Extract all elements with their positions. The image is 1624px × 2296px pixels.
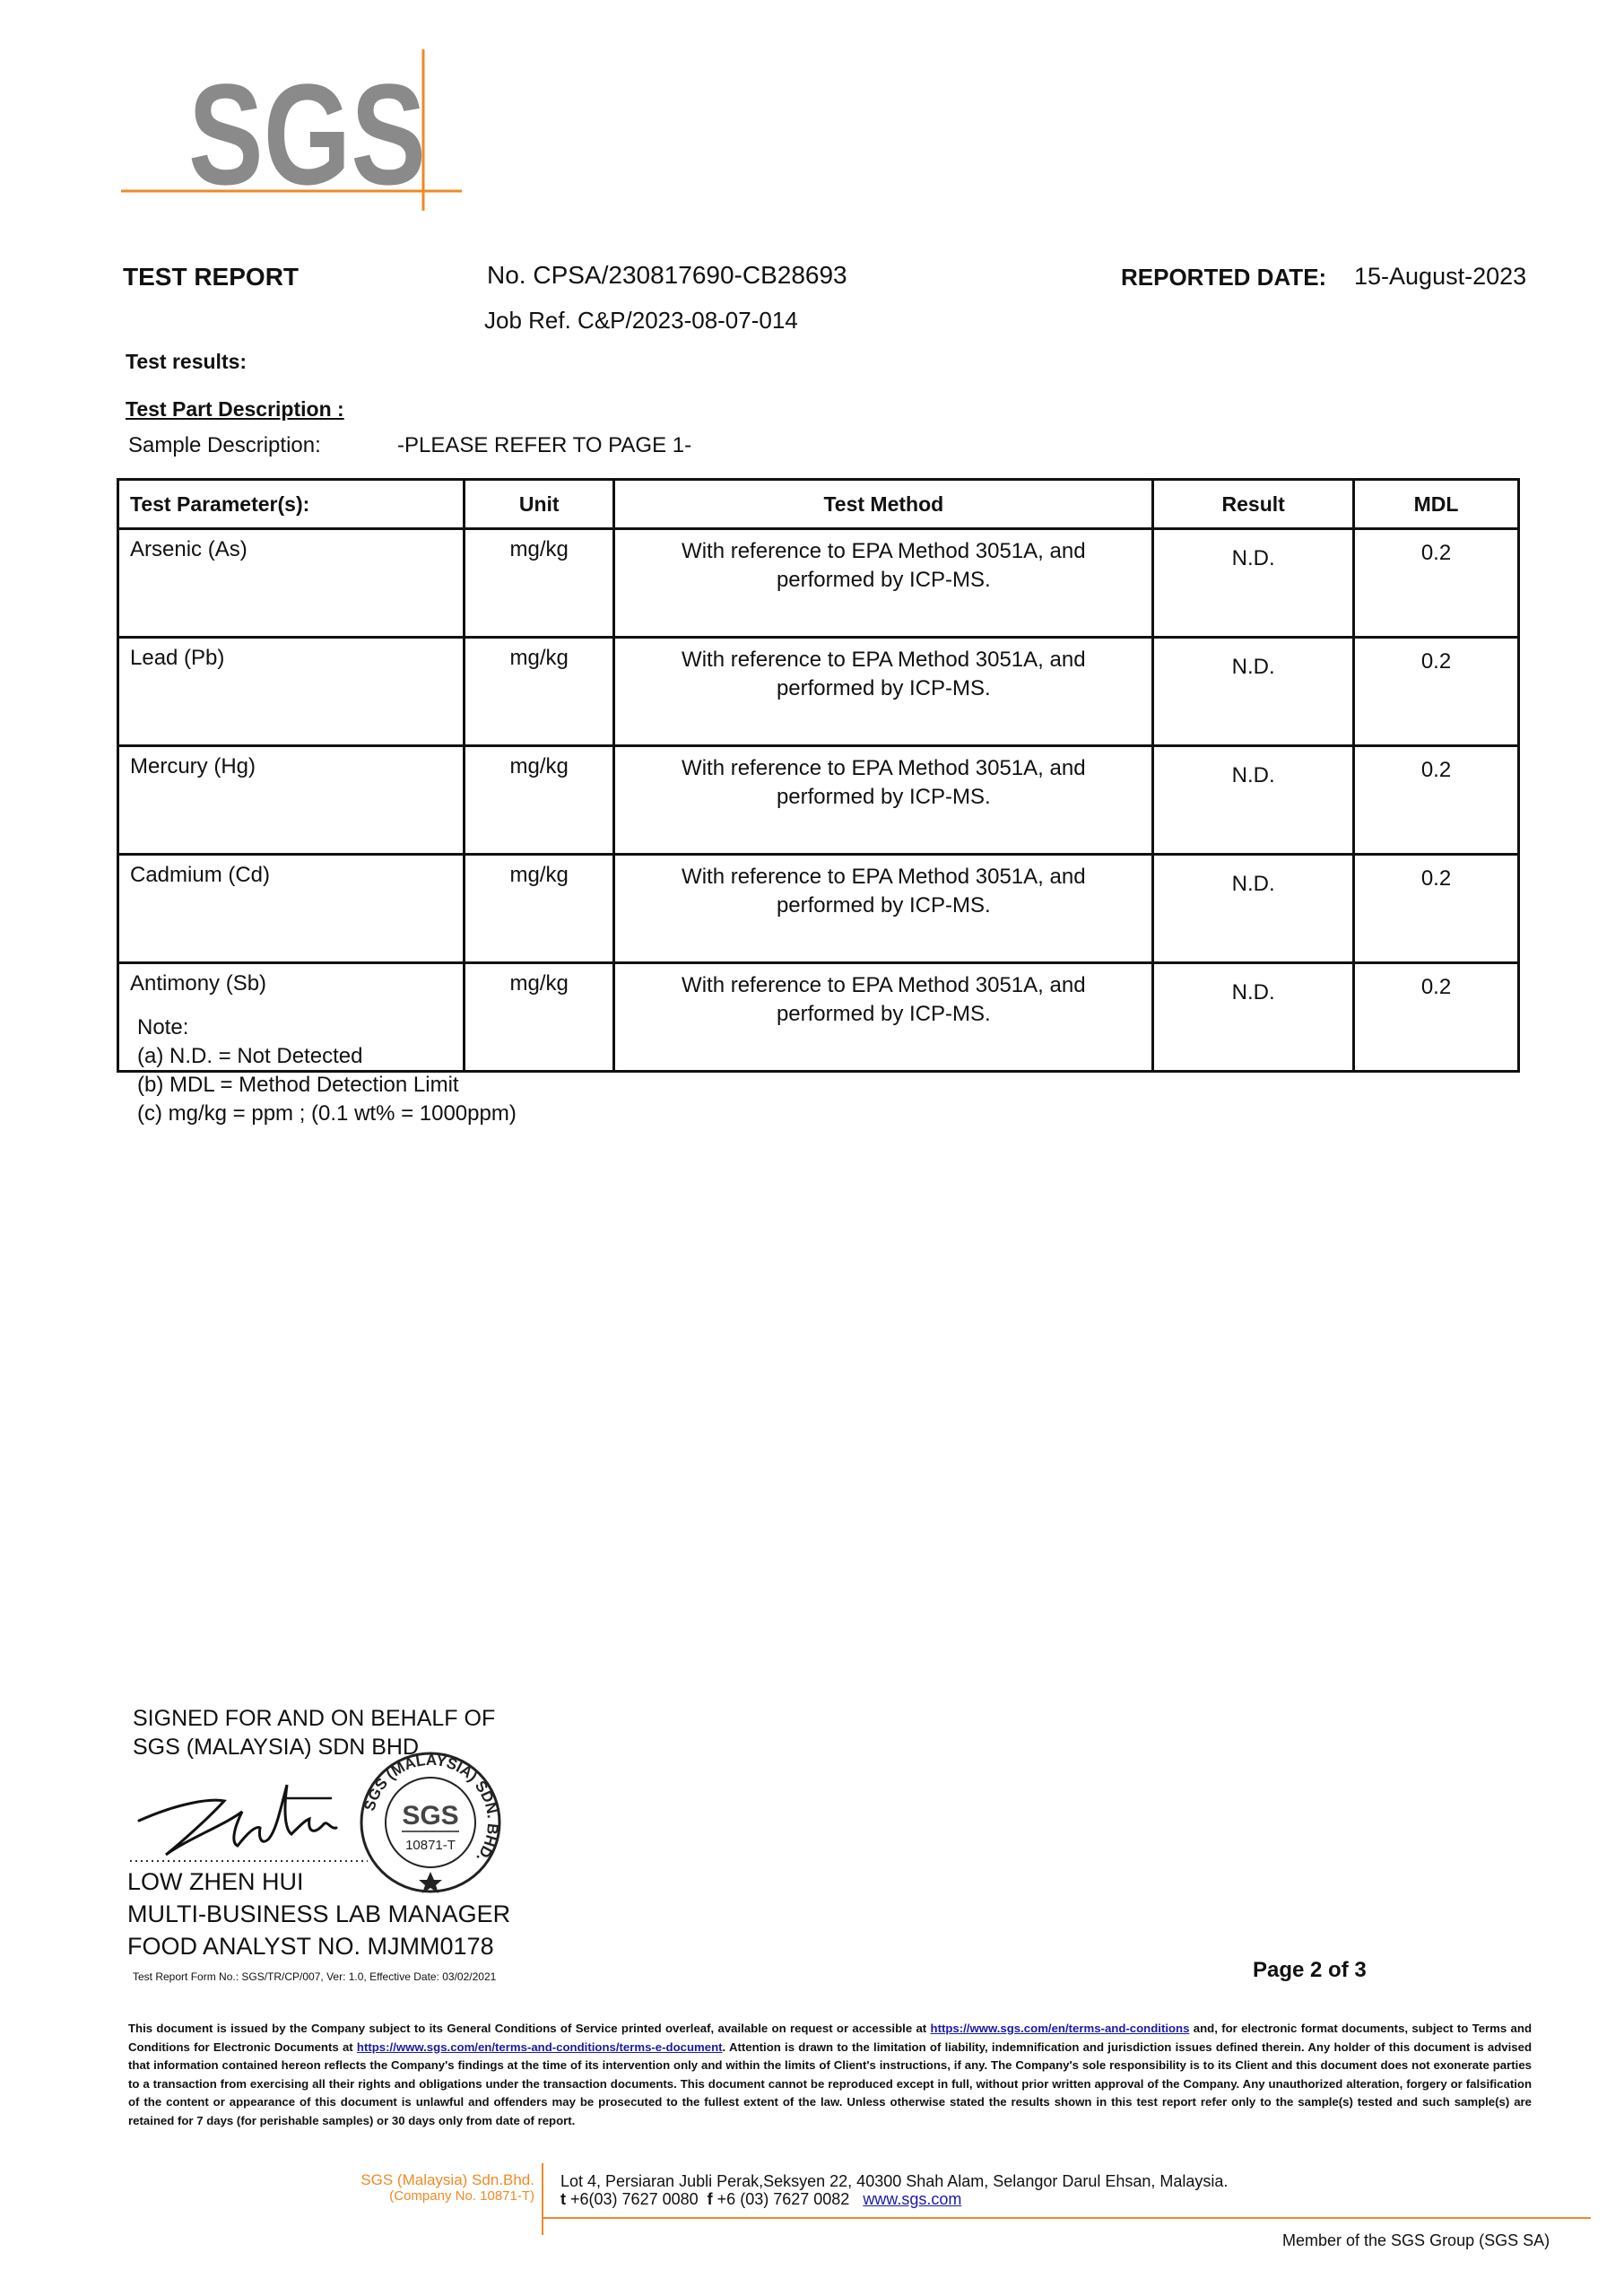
row-parameter: Lead (Pb) [118,638,465,746]
signatory-position: MULTI-BUSINESS LAB MANAGER [127,1900,511,1927]
header-result: Result [1153,480,1354,529]
row-parameter: Cadmium (Cd) [118,855,465,963]
legal-part-2: and, for electronic format documents, subject to Terms and Conditions for Electronic Documents at [128,2022,1532,2054]
row-result: N.D. [1153,746,1354,855]
row-unit: mg/kg [465,529,614,638]
method-line-1: With reference to EPA Method 3051A, and [682,973,1086,997]
legal-part-3: . Attention is drawn to the limitation of liability, indemnification and jurisdiction issues defined therein. Any holder of this document is advised that information contained hereon reflects the Company's findings at the time of its intervention only and within the limits of Client's instructions, if any. The Company's sole responsibility is to its Client and this document does not exonerate parties to a transaction from exercising all their rights and obligations under the transaction documents. This document cannot be reproduced except in full, without prior written approval of the Company. Any unauthorized alteration, forgery or falsification of the content or appearance of this document is unlawful and offenders may be prosecuted to the fullest extent of the law. Unless otherwise stated the results shown in this test report refer only to the sample(s) tested and such sample(s) are retained for 7 days (for perishable samples) or 30 days only from date of report. [128,2039,1532,2127]
row-unit: mg/kg [465,746,614,855]
footer-member: Member of the SGS Group (SGS SA) [1282,2231,1550,2249]
method-line-1: With reference to EPA Method 3051A, and [682,539,1086,563]
row-unit: mg/kg [465,638,614,746]
row-result: N.D. [1153,529,1354,638]
sgs-logo-text: SGS [188,54,426,211]
header-test-method: Test Method [614,480,1153,529]
website-link[interactable]: www.sgs.com [863,2190,962,2208]
stamp-code: 10871-T [405,1838,456,1853]
report-title: TEST REPORT [123,263,300,291]
header-mdl: MDL [1354,480,1519,529]
terms-link[interactable]: https://www.sgs.com/en/terms-and-conditions [930,2022,1190,2035]
sample-description-label: Sample Description: [128,433,321,457]
row-result: N.D. [1153,638,1354,746]
stamp-ring-text: SGS (MALAYSIA) SDN. BHD. [360,1751,502,1866]
row-result: N.D. [1153,963,1354,1072]
test-results-label: Test results: [126,350,248,373]
row-mdl: 0.2 [1354,746,1519,855]
footer-divider-vertical [542,2163,543,2235]
row-method [614,746,1153,855]
row-mdl: 0.2 [1354,529,1519,638]
row-mdl: 0.2 [1354,855,1519,963]
row-parameter: Mercury (Hg) [118,746,465,855]
table-header-row [118,480,1519,529]
method-line-2: performed by ICP-MS. [776,893,991,918]
footer-company [339,2172,534,2205]
row-method [614,855,1153,963]
row-unit: mg/kg [465,963,614,1072]
footer-company-name: SGS (Malaysia) Sdn.Bhd. [360,2171,534,2188]
phone-label: t [560,2190,566,2208]
sample-description-value: -PLEASE REFER TO PAGE 1- [397,433,692,457]
legal-part-1: This document is issued by the Company subject to its General Conditions of Service printed overleaf, available on request or accessible at [128,2022,931,2035]
reported-date: 15-August-2023 [1354,263,1527,290]
row-unit: mg/kg [465,855,614,963]
signed-line-2: SGS (MALAYSIA) SDN BHD [133,1735,420,1760]
signatory-license: FOOD ANALYST NO. MJMM0178 [127,1933,494,1960]
notes [137,1013,517,1128]
method-line-2: performed by ICP-MS. [776,785,991,809]
e-terms-link[interactable]: https://www.sgs.com/en/terms-and-conditions/terms-e-document [356,2039,723,2054]
report-number: No. CPSA/230817690-CB28693 [487,261,847,289]
signatory-name: LOW ZHEN HUI [127,1868,304,1895]
method-line-2: performed by ICP-MS. [776,568,991,592]
row-parameter: Arsenic (As) [118,529,465,638]
method-line-1: With reference to EPA Method 3051A, and [682,865,1086,889]
header-unit: Unit [465,480,614,529]
row-mdl: 0.2 [1354,638,1519,746]
stamp-logo: SGS [402,1801,459,1831]
form-number: Test Report Form No.: SGS/TR/CP/007, Ver: 1.0, Effective Date: 03/02/2021 [133,1970,497,1983]
table-row [118,746,1519,855]
results-table [117,478,1520,1073]
row-method [614,529,1153,638]
row-method [614,963,1153,1072]
method-line-2: performed by ICP-MS. [776,676,991,700]
row-result: N.D. [1153,855,1354,963]
signed-line-1: SIGNED FOR AND ON BEHALF OF [133,1706,496,1731]
notes-title: Note: [137,1015,189,1039]
table-row [118,855,1519,963]
footer-divider-horizontal [542,2217,1591,2219]
footer-contact [560,2190,1228,2208]
note-item: (a) N.D. = Not Detected [137,1044,363,1068]
legal-disclaimer [128,2020,1532,2130]
fax-number: +6 (03) 7627 0082 [716,2190,850,2208]
handwritten-signature [139,1785,336,1855]
row-method [614,638,1153,746]
method-line-1: With reference to EPA Method 3051A, and [682,648,1086,672]
page-number: Page 2 of 3 [1253,1958,1367,1982]
reported-date-label: REPORTED DATE: [1121,264,1327,291]
row-mdl: 0.2 [1354,963,1519,1072]
footer-address-line: Lot 4, Persiaran Jubli Perak,Seksyen 22, 40300 Shah Alam, Selangor Darul Ehsan, Malaysia. [560,2172,1229,2190]
test-part-description-label: Test Part Description : [126,397,344,421]
sgs-logo [117,49,466,211]
footer-address [560,2172,1228,2208]
footer-company-no: (Company No. 10871-T) [389,2188,534,2204]
job-reference: Job Ref. C&P/2023-08-07-014 [484,307,798,334]
row-parameter: Antimony (Sb) [118,963,465,1072]
method-line-2: performed by ICP-MS. [776,1002,991,1026]
fax-label: f [707,2190,713,2208]
table-row [118,529,1519,638]
signatory-details [127,1866,510,1962]
table-row [118,638,1519,746]
phone-number: +6(03) 7627 0080 [570,2190,699,2208]
note-item: (b) MDL = Method Detection Limit [137,1073,459,1097]
note-item: (c) mg/kg = ppm ; (0.1 wt% = 1000ppm) [137,1101,517,1126]
header-test-parameter: Test Parameter(s): [118,480,465,529]
method-line-1: With reference to EPA Method 3051A, and [682,756,1086,780]
